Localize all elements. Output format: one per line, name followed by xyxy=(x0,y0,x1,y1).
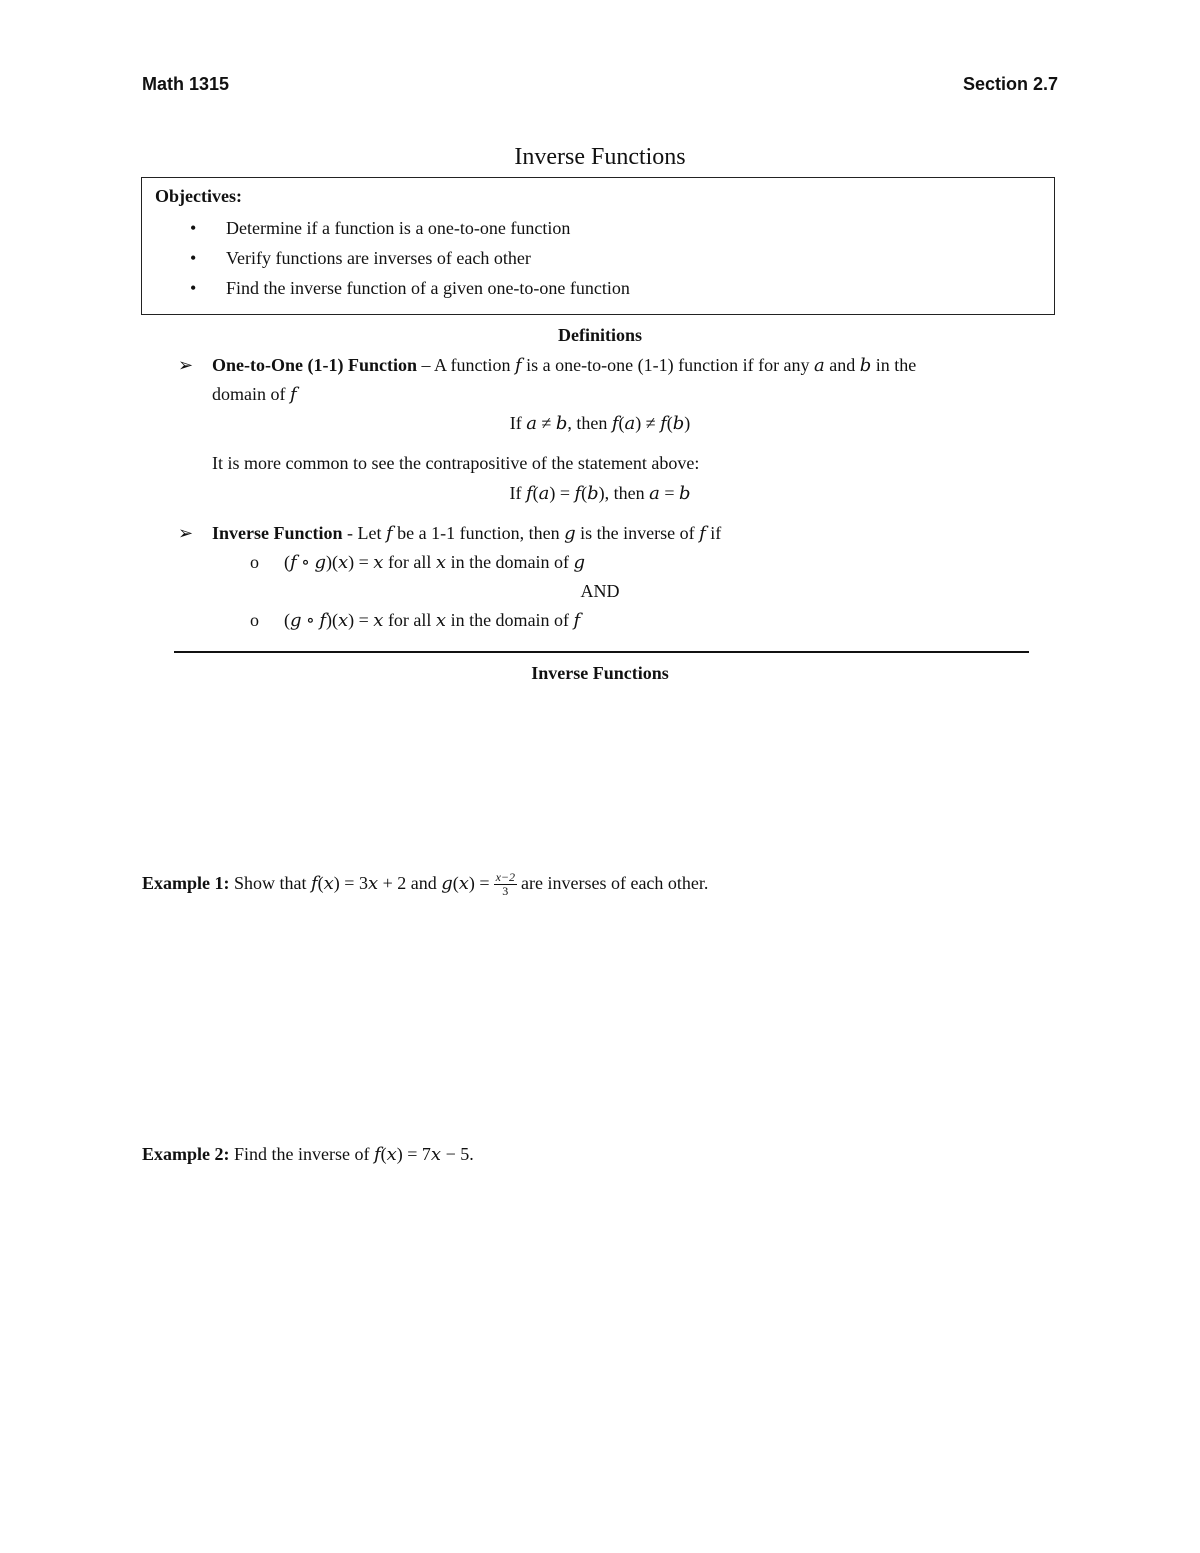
objective-text: Determine if a function is a one-to-one function xyxy=(226,218,571,238)
course-label: Math 1315 xyxy=(142,74,230,94)
circle-bullet-icon: o xyxy=(250,552,259,572)
inverse-condition-1 xyxy=(250,552,585,573)
objectives-heading: Objectives: xyxy=(155,186,242,206)
contrapositive-statement: If 𝑓(𝑎) = 𝑓(𝑏), then 𝑎 = 𝑏 xyxy=(509,483,691,503)
definitions-heading: Definitions xyxy=(557,325,642,345)
fraction xyxy=(494,871,517,898)
inverse-text: - Let 𝑓 be a 1-1 function, then 𝑔 is the inverse of 𝑓 if xyxy=(342,523,722,543)
example-2-label: Example 2: xyxy=(142,1144,230,1164)
objective-item xyxy=(190,218,570,239)
inverse-definition xyxy=(178,523,721,544)
fraction-denominator: 3 xyxy=(502,884,509,899)
circle-bullet-icon: o xyxy=(250,610,259,630)
example-2-text: Find the inverse of 𝑓(𝑥) = 7𝑥 − 5. xyxy=(229,1144,474,1164)
section-heading: Inverse Functions xyxy=(531,663,669,683)
example-1-text: Show that 𝑓(𝑥) = 3𝑥 + 2 and 𝑔(𝑥) = xyxy=(229,873,490,893)
section-divider xyxy=(174,651,1029,653)
one-to-one-text: – A function 𝑓 is a one-to-one (1-1) function if for any 𝑎 and 𝑏 in the xyxy=(416,355,917,375)
and-label: AND xyxy=(580,581,620,601)
example-2 xyxy=(142,1144,474,1165)
bullet-icon: • xyxy=(190,278,197,298)
one-to-one-statement: If 𝑎 ≠ 𝑏, then 𝑓(𝑎) ≠ 𝑓(𝑏) xyxy=(509,413,691,433)
one-to-one-definition xyxy=(178,355,916,376)
section-label: Section 2.7 xyxy=(962,74,1058,94)
contrapositive-intro: It is more common to see the contrapositive of the statement above: xyxy=(212,453,700,473)
objective-item xyxy=(190,278,630,299)
condition-text: (𝑔 ∘ 𝑓)(𝑥) = 𝑥 for all 𝑥 in the domain of 𝑓 xyxy=(284,610,581,630)
one-to-one-text-cont: domain of 𝑓 xyxy=(212,384,297,404)
page-title: Inverse Functions xyxy=(514,144,686,170)
bullet-icon: • xyxy=(190,218,197,238)
objective-text: Find the inverse function of a given one-to-one function xyxy=(226,278,630,298)
arrow-bullet-icon: ➢ xyxy=(178,355,194,375)
example-1-label: Example 1: xyxy=(142,873,230,893)
example-1-text-end: are inverses of each other. xyxy=(521,873,709,893)
condition-text: (𝑓 ∘ 𝑔)(𝑥) = 𝑥 for all 𝑥 in the domain of 𝑔 xyxy=(284,552,586,572)
fraction-numerator: x−2 xyxy=(495,870,515,885)
objective-text: Verify functions are inverses of each other xyxy=(226,248,531,268)
bullet-icon: • xyxy=(190,248,197,268)
objective-item xyxy=(190,248,531,269)
one-to-one-term: One-to-One (1-1) Function xyxy=(212,355,417,375)
inverse-term: Inverse Function xyxy=(212,523,343,543)
inverse-condition-2 xyxy=(250,610,580,631)
arrow-bullet-icon: ➢ xyxy=(178,523,194,543)
example-1 xyxy=(142,868,708,898)
